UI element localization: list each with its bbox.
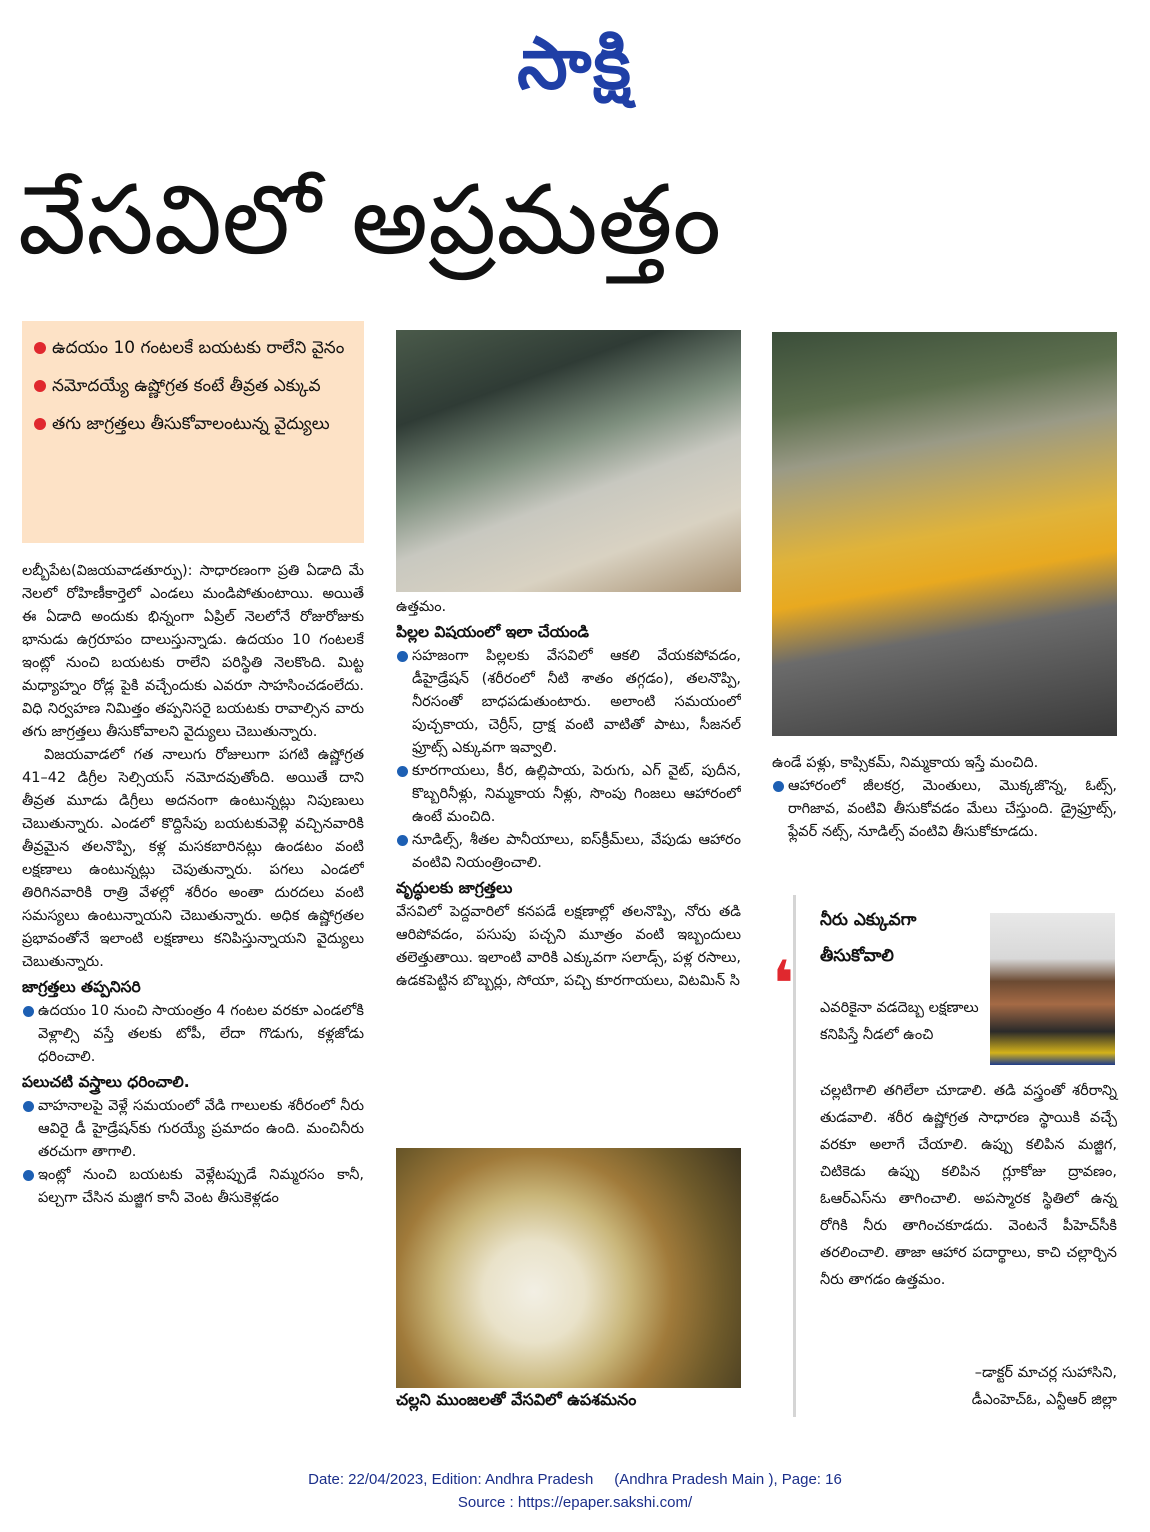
paragraph: ఉండే పళ్లు, కాప్సికమ్, నిమ్మకాయ ఇస్తే మంచిది. bbox=[772, 755, 1039, 771]
bullet-icon bbox=[34, 418, 46, 430]
paragraph: వేసవిలో పెద్దవారిలో కనపడే లక్షణాల్లో తలనొప్పి, నోరు తడి ఆరిపోవడం, పసుపు పచ్చని మూత్రం వంటి ఇబ్బందులు తలెత్తుతాయి. ఇలాంటి వారికి ఎక్కువగా సలాడ్స్, పళ్ల రసాలు, ఉడకపెట్టిన బొబ్బర్లు, సోయా, పచ్చి కూరగాయలు, విటమిన్ సి bbox=[396, 904, 741, 989]
photo-ice-apple bbox=[396, 1148, 741, 1388]
photo-caption: చల్లని ముంజలతో వేసవిలో ఉపశమనం bbox=[396, 1390, 637, 1409]
summary-box bbox=[22, 321, 364, 543]
page-footer bbox=[0, 1468, 1150, 1520]
bullet-icon bbox=[34, 342, 46, 354]
summary-text: తగు జాగ్రత్తలు తీసుకోవాలంటున్న వైద్యులు bbox=[52, 414, 330, 434]
summary-item bbox=[32, 331, 354, 365]
bullet-paragraph: ఆహారంలో జీలకర్ర, మెంతులు, మొక్కజొన్న, ఓట్స్, రాగిజావ, వంటివి తీసుకోవడం మేలు చేస్తుంది. డ్రైఫ్రూట్స్, ఫ్లేవర్ నట్స్, నూడిల్స్ వంటివి తీసుకోకూడదు. bbox=[772, 775, 1117, 844]
quote-text-narrow: ఎవరికైనా వడదెబ్బ లక్షణాలు కనిపిస్తే నీడలో ఉంచి bbox=[820, 1000, 979, 1043]
footer-date-edition: Date: 22/04/2023, Edition: Andhra Pradesh (Andhra Pradesh Main ), Page: 16 bbox=[308, 1471, 842, 1488]
signature-name: –డాక్టర్ మాచర్ల సుహాసిని, bbox=[974, 1365, 1117, 1381]
bullet-paragraph: నూడిల్స్, శీతల పానీయాలు, ఐస్‌క్రీమ్‌లు, వేపుడు ఆహారం వంటివి నియంత్రించాలి. bbox=[396, 829, 741, 875]
doctor-portrait bbox=[990, 913, 1115, 1065]
paragraph: విజయవాడలో గత నాలుగు రోజులుగా పగటి ఉష్ణోగ్రత 41–42 డిగ్రీల సెల్సియస్ నమోదవుతోంది. అయితే దాని తీవ్రత మూడు డిగ్రీలు అదనంగా ఉంటున్నట్లు నిపుణులు చెబుతున్నారు. ఎండలో కొద్దిసేపు బయటకువెళ్లి వచ్చినవారికి తీవ్రమైన తలనొప్పి, కళ్ల మసకబారినట్లు ఉండటం వంటి లక్షణాలు ఉంటున్నట్లు చెపుతున్నారు. పగలు ఎండలో తిరిగినవారికి రాత్రి వేళల్లో శరీరం అంతా దురదలు వంటి సమస్యలు ఉంటున్నాయని చెబుతున్నారు. అధిక ఉష్ణోగ్రతల ప్రభావంతోనే ఇలాంటి లక్షణాలు కనిపిస్తున్నాయని వైద్యులు చెబుతున్నారు. bbox=[22, 747, 364, 970]
quote-signature bbox=[820, 1360, 1117, 1416]
signature-title: డీఎంహెచ్‌ఓ, ఎన్టీఆర్ జిల్లా bbox=[971, 1392, 1117, 1408]
summary-text: ఉదయం 10 గంటలకే బయటకు రాలేని వైనం bbox=[52, 338, 345, 358]
bullet-paragraph: కూరగాయలు, కీర, ఉల్లిపాయ, పెరుగు, ఎగ్ వైట్, పుదీన, కొబ్బరినీళ్లు, నిమ్మకాయ నీళ్లు, సొంపు గింజలు ఆహారంలో ఉంటే మంచిది. bbox=[396, 760, 741, 829]
photo-cycle-rickshaw bbox=[772, 332, 1117, 736]
summary-item bbox=[32, 369, 354, 403]
footer-source[interactable]: Source : https://epaper.sakshi.com/ bbox=[457, 1494, 693, 1511]
photo-elderly-man-on-scooter bbox=[396, 330, 741, 592]
quote-text: చల్లటిగాలి తగిలేలా చూడాలి. తడి వస్త్రంతో శరీరాన్ని తుడవాలి. శరీర ఉష్ణోగ్రత సాధారణ స్థాయికి వచ్చే వరకూ అలాగే చేయాలి. ఉప్పు కలిపిన మజ్జిగ, చిటికెడు ఉప్పు కలిపిన గ్లూకోజు ద్రావణం, ఓఆర్ఎస్‌ను తాగించాలి. అపస్మారక స్థితిలో ఉన్న రోగికి నీరు తాగించకూడదు. వెంటనే పీహెచ్‌సీకి తరలించాలి. తాజా ఆహార పదార్థాలు, కాచి చల్లార్చిన నీరు తాగడం ఉత్తమం. bbox=[820, 1083, 1117, 1288]
subheading: పలుచటి వస్త్రాలు ధరించాలి. bbox=[22, 1073, 190, 1091]
bullet-icon bbox=[34, 380, 46, 392]
sakshi-logo[interactable]: సాక్షి bbox=[517, 21, 633, 105]
bullet-paragraph: వాహనాలపై వెళ్లే సమయంలో వేడి గాలులకు శరీరంలో నీరు ఆవిరై డీ హైడ్రేషన్‌కు గురయ్యే ప్రమాదం ఉంది. మంచినీరు తరచుగా తాగాలి. bbox=[22, 1095, 364, 1164]
quote-mark-icon: ❛ bbox=[772, 948, 795, 1022]
article-column-1 bbox=[22, 560, 364, 1440]
summary-item bbox=[32, 407, 354, 441]
quote-title: నీరు ఎక్కువగా తీసుకోవాలి bbox=[820, 910, 917, 966]
paragraph: లబ్బీపేట(విజయవాడతూర్పు): సాధారణంగా ప్రతి ఏడాది మే నెలలో రోహిణీకార్తెలో ఎండలు మండిపోతుంటాయి. అయితే ఈ ఏడాది అందుకు భిన్నంగా ఏప్రిల్ నెలలోనే రోజురోజుకు భానుడు ఉగ్రరూపం దాలుస్తున్నాడు. ఉదయం 10 గంటలకే ఇంట్లో నుంచి బయటకు రాలేని పరిస్థితి నెలకొంది. మిట్ట మధ్యాహ్నం రోడ్ల పైకి వచ్చేందుకు ఎవరూ సాహసించడంలేదు. విధి నిర్వహణ నిమిత్తం తప్పనిసరై బయటకు రావాల్సిన వారు తగు జాగ్రత్తలు తీసుకోవాలని వైద్యులు చెబుతున్నారు. bbox=[22, 563, 364, 740]
subheading: జాగ్రత్తలు తప్పనిసరి bbox=[22, 978, 141, 996]
headline: వేసవిలో అప్రమత్తం bbox=[18, 164, 722, 276]
bullet-paragraph: సహజంగా పిల్లలకు వేసవిలో ఆకలి వేయకపోవడం, డీహైడ్రేషన్ (శరీరంలో నీటి శాతం తగ్గడం), తలనొప్పి, నీరసంతో బాధపడుతుంటారు. అలాంటి సమయంలో పుచ్చకాయ, చెర్రీస్, ద్రాక్ష వంటి వాటితో పాటు, సీజనల్ ఫ్రూట్స్ ఎక్కువగా ఇవ్వాలి. bbox=[396, 645, 741, 760]
subheading: వృద్ధులకు జాగ్రత్తలు bbox=[396, 879, 513, 897]
masthead bbox=[0, 18, 1150, 108]
bullet-paragraph: ఇంట్లో నుంచి బయటకు వెళ్లేటప్పుడే నిమ్మరసం కానీ, పల్చగా చేసిన మజ్జిగ కానీ వెంట తీసుకెళ్లడం bbox=[22, 1164, 364, 1210]
bullet-paragraph: ఉదయం 10 నుంచి సాయంత్రం 4 గంటల వరకూ ఎండలోకి వెళ్లాల్సి వస్తే తలకు టోపీ, లేదా గొడుగు, కళ్లజోడు ధరించాలి. bbox=[22, 1000, 364, 1069]
article-column-3 bbox=[772, 752, 1117, 892]
paragraph: ఉత్తమం. bbox=[396, 599, 447, 615]
subheading: పిల్లల విషయంలో ఇలా చేయండి bbox=[396, 623, 589, 641]
summary-text: నమోదయ్యే ఉష్ణోగ్రత కంటే తీవ్రత ఎక్కువ bbox=[52, 376, 321, 396]
article-column-2 bbox=[396, 596, 741, 1148]
